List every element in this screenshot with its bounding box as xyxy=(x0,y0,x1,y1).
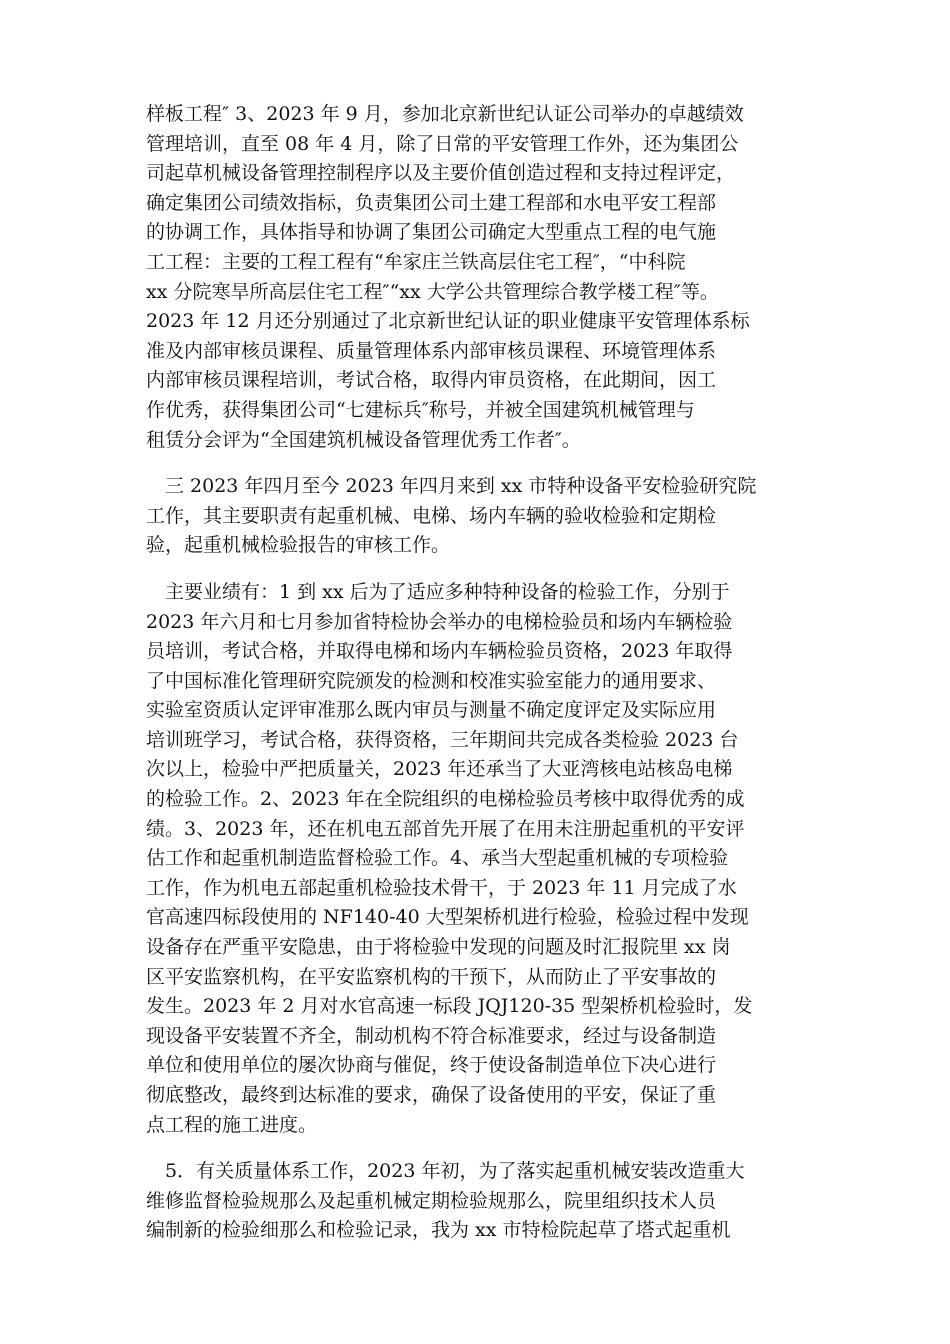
document-body xyxy=(146,100,811,1263)
text-line: 次以上，检验中严把质量关，2023 年还承当了大亚湾核电站核岛电梯 xyxy=(146,758,733,781)
paragraph-4 xyxy=(146,1157,811,1246)
text-line: 维修监督检验规那么及起重机械定期检验规那么，院里组织技术人员 xyxy=(146,1189,717,1212)
text-line: 确定集团公司绩效指标，负责集团公司土建工程部和水电平安工程部 xyxy=(146,191,717,214)
text-line: 租赁分会评为“全国建筑机械设备管理优秀工作者″。 xyxy=(146,428,581,451)
text-line: 司起草机械设备管理控制程序以及主要价值创造过程和支持过程评定， xyxy=(146,162,736,185)
text-line: 主要业绩有：1 到 xx 后为了适应多种特种设备的检验工作，分别于 xyxy=(165,580,730,603)
text-line: 员培训，考试合格，并取得电梯和场内车辆检验员资格，2023 年取得 xyxy=(146,640,733,663)
text-line: 发生。2023 年 2 月对水官高速一标段 JQJ120-35 型架桥机检验时，发 xyxy=(146,995,753,1018)
text-line: 设备存在严重平安隐患，由于将检验中发现的问题及时汇报院里 xx 岗 xyxy=(146,936,731,959)
text-line: 2023 年 12 月还分别通过了北京新世纪认证的职业健康平安管理体系标 xyxy=(146,310,750,333)
text-line: 三 2023 年四月至今 2023 年四月来到 xx 市特种设备平安检验研究院 xyxy=(165,475,757,498)
text-line: 的检验工作。2、2023 年在全院组织的电梯检验员考核中取得优秀的成 xyxy=(146,788,745,811)
text-line: 点工程的施工进度。 xyxy=(146,1113,318,1136)
text-line: 5．有关质量体系工作，2023 年初，为了落实起重机械安装改造重大 xyxy=(165,1160,745,1183)
text-line: 培训班学习，考试合格，获得资格，三年期间共完成各类检验 2023 台 xyxy=(146,728,739,751)
text-line: 作优秀，获得集团公司“七建标兵″称号，并被全国建筑机械管理与 xyxy=(146,398,695,421)
text-line: 的协调工作，具体指导和协调了集团公司确定大型重点工程的电气施 xyxy=(146,221,717,244)
text-line: 区平安监察机构，在平安监察机构的干预下，从而防止了平安事故的 xyxy=(146,965,717,988)
text-line: 工工程：主要的工程工程有“牟家庄兰铁高层住宅工程″，“中科院 xyxy=(146,250,686,273)
text-line: 估工作和起重机制造监督检验工作。4、承当大型起重机械的专项检验 xyxy=(146,847,729,870)
paragraph-2 xyxy=(146,472,811,561)
text-line: 样板工程″ 3、2023 年 9 月，参加北京新世纪认证公司举办的卓越绩效 xyxy=(146,103,744,125)
text-line: 管理培训，直至 08 年 4 月，除了日常的平安管理工作外，还为集团公 xyxy=(146,132,739,155)
text-line: 实验室资质认定评审准那么既内审员与测量不确定度评定及实际应用 xyxy=(146,699,717,722)
paragraph-1 xyxy=(146,100,811,455)
text-line: 现设备平安装置不齐全，制动机构不符合标准要求，经过与设备制造 xyxy=(146,1024,717,1047)
text-line: 单位和使用单位的屡次协商与催促，终于使设备制造单位下决心进行 xyxy=(146,1054,717,1077)
text-line: 内部审核员课程培训，考试合格，取得内审员资格，在此期间，因工 xyxy=(146,369,717,392)
text-line: 工作，其主要职责有起重机械、电梯、场内车辆的验收检验和定期检 xyxy=(146,504,717,527)
text-line: 绩。3、2023 年，还在机电五部首先开展了在用未注册起重机的平安评 xyxy=(146,817,745,840)
text-line: 官高速四标段使用的 NF140-40 大型架桥机进行检验，检验过程中发现 xyxy=(146,906,749,929)
text-line: 彻底整改，最终到达标准的要求，确保了设备使用的平安，保证了重 xyxy=(146,1084,717,1106)
text-line: 了中国标准化管理研究院颁发的检测和校准实验室能力的通用要求、 xyxy=(146,669,717,692)
text-line: 准及内部审核员课程、质量管理体系内部审核员课程、环境管理体系 xyxy=(146,339,717,362)
text-line: 编制新的检验细那么和检验记录，我为 xx 市特检院起草了塔式起重机 xyxy=(146,1219,731,1242)
text-line: xx 分院寒旱所高层住宅工程″“xx 大学公共管理综合教学楼工程″等。 xyxy=(146,280,719,303)
text-line: 2023 年六月和七月参加省特检协会举办的电梯检验员和场内车辆检验 xyxy=(146,610,733,633)
text-line: 工作，作为机电五部起重机检验技术骨干，于 2023 年 11 月完成了水 xyxy=(146,876,737,899)
paragraph-3 xyxy=(146,578,811,1140)
text-line: 验，起重机械检验报告的审核工作。 xyxy=(146,534,451,557)
